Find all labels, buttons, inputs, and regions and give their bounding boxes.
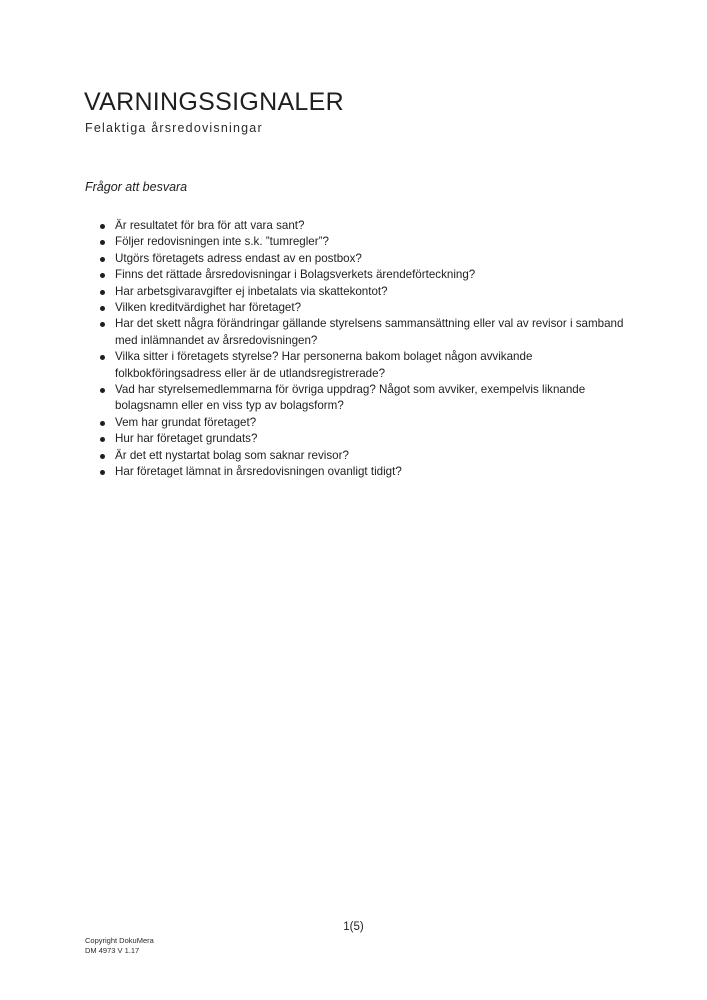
question-text: Utgörs företagets adress endast av en postbox?	[115, 251, 362, 265]
question-text: Vilka sitter i företagets styrelse? Har personerna bakom bolaget någon avvikande folkbokföringsadress eller är de utlandsregistrerade?	[115, 350, 533, 380]
bullet-icon	[100, 388, 105, 393]
list-item	[98, 431, 638, 447]
question-text: Hur har företaget grundats?	[115, 432, 258, 446]
question-text: Är resultatet för bra för att vara sant?	[115, 219, 305, 232]
question-text: Har företaget lämnat in årsredovisningen ovanligt tidigt?	[115, 465, 402, 479]
list-item	[98, 415, 638, 431]
document-id: DM 4973 V 1.17	[85, 946, 140, 955]
bullet-icon	[100, 257, 105, 262]
bullet-icon	[100, 273, 105, 278]
list-item	[98, 251, 638, 267]
page-number: 1(5)	[343, 921, 364, 933]
section-heading: Frågor att besvara	[85, 180, 188, 194]
bullet-icon	[100, 355, 105, 360]
bullet-icon	[100, 290, 105, 295]
footer	[85, 936, 154, 956]
bullet-icon	[100, 322, 105, 327]
question-text: Vem har grundat företaget?	[115, 415, 257, 429]
list-item	[98, 382, 638, 415]
question-text: Vad har styrelsemedlemmarna för övriga uppdrag? Något som avviker, exempelvis liknande bolagsnamn eller en viss typ av bolagsform?	[115, 383, 586, 413]
bullet-icon	[100, 240, 105, 245]
question-text: Är det ett nystartat bolag som saknar revisor?	[115, 448, 349, 462]
document-title: VARNINGSSIGNALER	[84, 88, 344, 116]
question-list	[98, 218, 638, 481]
document-subtitle: Felaktiga årsredovisningar	[85, 121, 263, 135]
list-item	[98, 448, 638, 464]
question-text: Har arbetsgivaravgifter ej inbetalats via skattekontot?	[115, 284, 388, 298]
bullet-icon	[100, 437, 105, 442]
list-item	[98, 284, 638, 300]
bullet-icon	[100, 224, 105, 229]
question-text: Följer redovisningen inte s.k. ”tumregler”?	[115, 235, 329, 249]
copyright-text: Copyright DokuMera	[85, 936, 154, 945]
bullet-icon	[100, 421, 105, 426]
list-item	[98, 267, 638, 283]
question-text: Vilken kreditvärdighet har företaget?	[115, 301, 302, 315]
question-text: Har det skett några förändringar gällande styrelsens sammansättning eller val av revisor i samband med inlämnandet av årsredovisningen?	[115, 317, 624, 347]
list-item	[98, 300, 638, 316]
question-text: Finns det rättade årsredovisningar i Bolagsverkets ärendeförteckning?	[115, 268, 476, 282]
list-item	[98, 218, 638, 234]
bullet-icon	[100, 454, 105, 459]
list-item	[98, 316, 638, 349]
list-item	[98, 464, 638, 480]
list-item	[98, 234, 638, 250]
list-item	[98, 349, 638, 382]
bullet-icon	[100, 306, 105, 311]
bullet-icon	[100, 470, 105, 475]
